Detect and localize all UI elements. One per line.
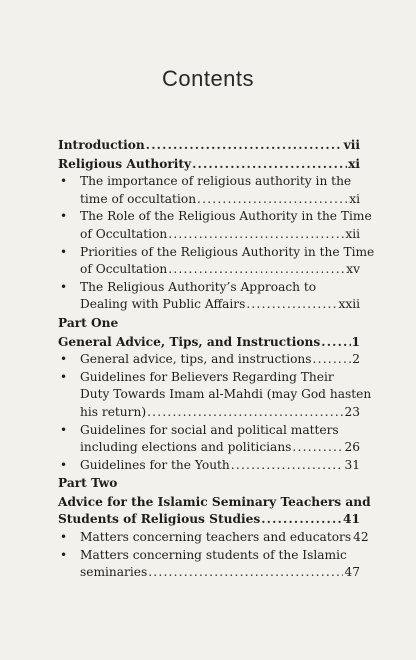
toc-entry-line xyxy=(80,439,360,457)
toc-entry-text: his return) xyxy=(80,404,147,419)
toc-page-number: 47 xyxy=(344,565,360,580)
toc-page-number: xv xyxy=(346,262,360,277)
toc-page-number: xxii xyxy=(338,297,360,312)
toc-part-heading xyxy=(58,475,360,493)
toc-entry-text: The importance of religious authority in the xyxy=(80,174,352,189)
toc-entry-line xyxy=(58,334,360,352)
page-title: Contents xyxy=(161,66,255,91)
toc-subentry[interactable] xyxy=(58,547,360,582)
toc-page-number: 2 xyxy=(352,352,360,367)
leader-dots xyxy=(168,226,344,244)
toc-subentry[interactable] xyxy=(58,208,372,243)
toc-subentry[interactable] xyxy=(58,457,360,475)
bullet-icon: • xyxy=(60,209,68,224)
toc-subentry[interactable] xyxy=(58,279,360,314)
toc-page-number: 26 xyxy=(344,440,360,455)
toc-entry-line xyxy=(58,511,360,529)
toc-entry-text: Dealing with Public Affairs xyxy=(80,297,246,312)
leader-dots xyxy=(168,261,345,279)
toc-entry-line xyxy=(80,191,360,209)
toc-entry-text: of Occultation xyxy=(80,226,168,241)
toc-entry-text: General advice, tips, and instructions xyxy=(80,352,312,367)
toc-entry-line xyxy=(80,529,369,547)
toc-subentry[interactable] xyxy=(58,369,372,422)
part-label: Part One xyxy=(58,315,119,330)
leader-dots xyxy=(246,296,337,314)
bullet-icon: • xyxy=(60,457,68,472)
toc-entry-line xyxy=(80,261,360,279)
toc-entry-text: The Role of the Religious Authority in the Time xyxy=(80,209,372,224)
table-of-contents xyxy=(58,136,375,582)
toc-entry-text: including elections and politicians xyxy=(80,440,292,455)
toc-entry-text: Introduction xyxy=(58,138,145,152)
toc-entry-text: time of occultation xyxy=(80,191,197,206)
toc-entry-text: Guidelines for the Youth xyxy=(80,457,230,472)
toc-subentry[interactable] xyxy=(58,351,360,369)
toc-entry-text: of Occultation xyxy=(80,262,168,277)
toc-entry-text: seminaries xyxy=(80,565,148,580)
leader-dots xyxy=(147,404,343,422)
toc-section-entry[interactable] xyxy=(58,137,360,155)
toc-page-number: vii xyxy=(343,138,360,152)
toc-entry-text: Advice for the Islamic Seminary Teachers and xyxy=(58,494,371,509)
toc-entry-text: Guidelines for social and political matters xyxy=(80,422,339,437)
toc-entry-text: Students of Religious Studies xyxy=(58,512,261,527)
leader-dots xyxy=(261,511,342,529)
leader-dots xyxy=(146,137,343,155)
toc-entry-text: General Advice, Tips, and Instructions xyxy=(58,334,321,349)
toc-page-number: 42 xyxy=(353,530,369,545)
toc-page-number: xi xyxy=(348,156,360,171)
toc-entry-line xyxy=(58,156,360,174)
toc-entry-line xyxy=(80,457,360,475)
toc-subentry[interactable] xyxy=(58,422,360,457)
toc-entry-line xyxy=(80,404,360,422)
toc-entry-line xyxy=(80,564,360,582)
toc-entry-text: The Religious Authority’s Approach to xyxy=(80,279,317,294)
toc-entry-line xyxy=(80,226,360,244)
toc-subentry[interactable] xyxy=(58,173,360,208)
toc-page-number: 41 xyxy=(343,512,360,527)
leader-dots xyxy=(292,439,343,457)
toc-entry-line xyxy=(80,351,360,369)
leader-dots xyxy=(321,334,350,352)
bullet-icon: • xyxy=(60,530,68,545)
leader-dots xyxy=(313,351,352,369)
leader-dots xyxy=(197,191,348,209)
toc-subentry[interactable] xyxy=(58,244,375,279)
toc-entry-line xyxy=(80,296,360,314)
bullet-icon: • xyxy=(60,244,68,259)
toc-page-number: 23 xyxy=(344,404,360,419)
toc-entry-line xyxy=(58,137,360,155)
part-label: Part Two xyxy=(58,476,118,491)
leader-dots xyxy=(192,156,347,174)
toc-subentry[interactable] xyxy=(58,529,369,547)
toc-part-heading xyxy=(58,315,360,333)
toc-page-number: 31 xyxy=(344,457,360,472)
bullet-icon: • xyxy=(60,422,68,437)
toc-entry-text: Matters concerning teachers and educators xyxy=(80,530,352,545)
bullet-icon: • xyxy=(60,547,68,562)
bullet-icon: • xyxy=(60,279,68,294)
toc-entry-text: Guidelines for Believers Regarding Their xyxy=(80,369,334,384)
bullet-icon: • xyxy=(60,369,68,384)
leader-dots xyxy=(231,457,344,475)
toc-entry-text: Religious Authority xyxy=(58,156,192,171)
toc-entry-text: Priorities of the Religious Authority in the Time xyxy=(80,244,375,259)
bullet-icon: • xyxy=(60,174,68,189)
toc-page-number: xii xyxy=(345,226,360,241)
toc-section-entry[interactable] xyxy=(58,334,360,352)
toc-entry-text: Matters concerning students of the Islamic xyxy=(80,547,347,562)
leader-dots xyxy=(148,564,343,582)
toc-page-number: xi xyxy=(349,191,360,206)
toc-page-number: 1 xyxy=(351,334,360,349)
toc-entry-text: Duty Towards Imam al-Mahdi (may God hasten xyxy=(80,387,372,402)
toc-section-entry[interactable] xyxy=(58,156,360,174)
bullet-icon: • xyxy=(60,352,68,367)
toc-section-entry[interactable] xyxy=(58,494,371,529)
